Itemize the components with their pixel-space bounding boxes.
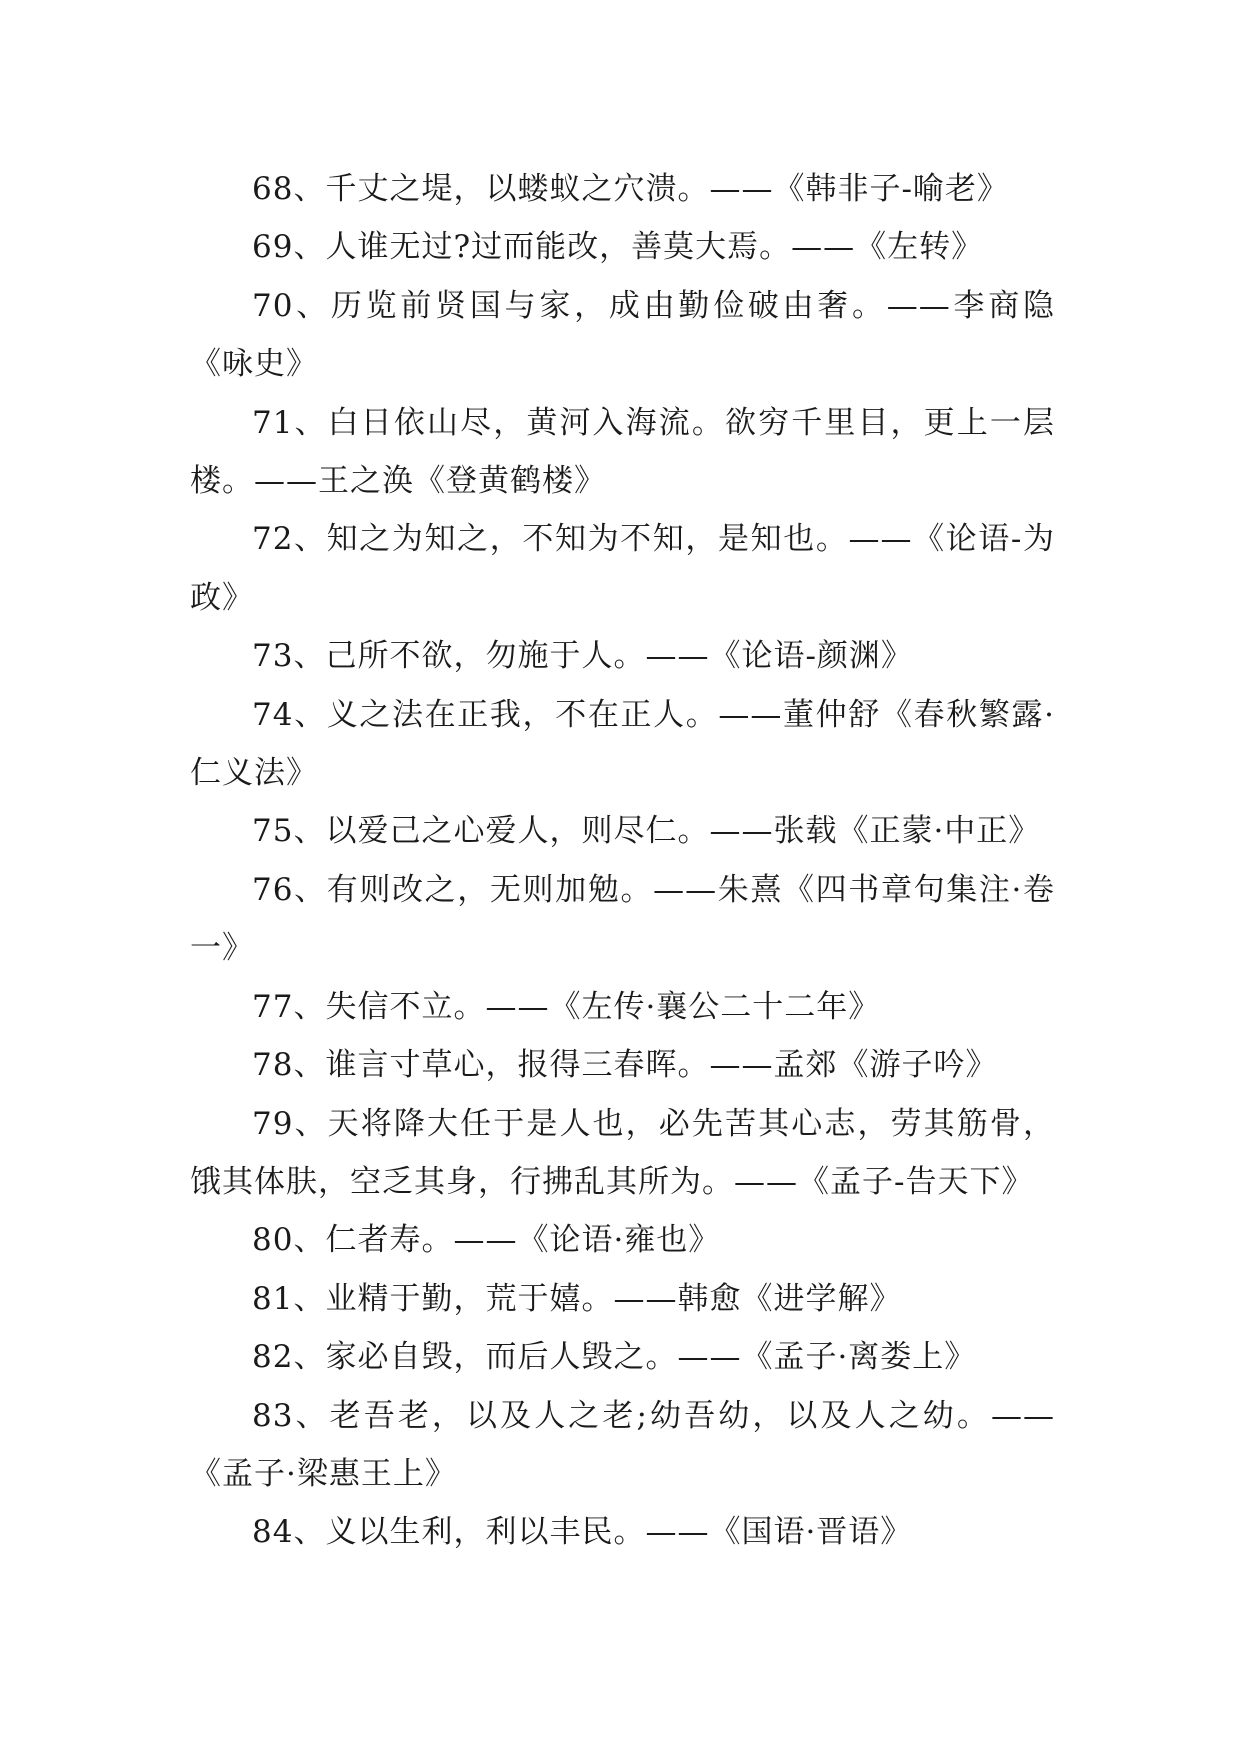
quote-entry-76: 76、有则改之，无则加勉。——朱熹《四书章句集注·卷一》: [190, 871, 1055, 967]
quote-entry-69: 69、人谁无过?过而能改，善莫大焉。——《左转》: [252, 229, 984, 266]
quote-entry-75: 75、以爱己之心爱人，则尽仁。——张载《正蒙·中正》: [252, 813, 1041, 850]
quote-entry-70: 70、历览前贤国与家，成由勤俭破由奢。——李商隐《咏史》: [190, 287, 1055, 383]
quote-entry-72: 72、知之为知之，不知为不知，是知也。——《论语-为政》: [190, 521, 1055, 616]
quote-entry-71: 71、白日依山尽，黄河入海流。欲穷千里目，更上一层楼。——王之涣《登黄鹤楼》: [190, 404, 1055, 500]
quote-entry-80: 80、仁者寿。——《论语·雍也》: [252, 1222, 721, 1259]
quote-entry-77: 77、失信不立。——《左传·襄公二十二年》: [252, 988, 881, 1025]
quote-entry-68: 68、千丈之堤，以蝼蚁之穴溃。——《韩非子-喻老》: [252, 171, 1009, 207]
quote-entry-73: 73、己所不欲，勿施于人。——《论语-颜渊》: [252, 638, 913, 675]
quote-entry-81: 81、业精于勤，荒于嬉。——韩愈《进学解》: [252, 1280, 902, 1317]
quote-list: [190, 160, 1055, 1562]
quote-entry-78: 78、谁言寸草心，报得三春晖。——孟郊《游子吟》: [252, 1047, 998, 1084]
quote-entry-83: 83、老吾老，以及人之老;幼吾幼，以及人之幼。——《孟子·梁惠王上》: [190, 1397, 1055, 1492]
quote-entry-84: 84、义以生利，利以丰民。——《国语·晋语》: [252, 1514, 913, 1551]
quote-entry-82: 82、家必自毁，而后人毁之。——《孟子·离娄上》: [252, 1339, 977, 1376]
quote-entry-74: 74、义之法在正我，不在正人。——董仲舒《春秋繁露·仁义法》: [190, 696, 1055, 792]
quote-entry-79: 79、天将降大任于是人也，必先苦其心志，劳其筋骨，饿其体肤，空乏其身，行拂乱其所为。——《孟子-告天下》: [190, 1105, 1055, 1200]
